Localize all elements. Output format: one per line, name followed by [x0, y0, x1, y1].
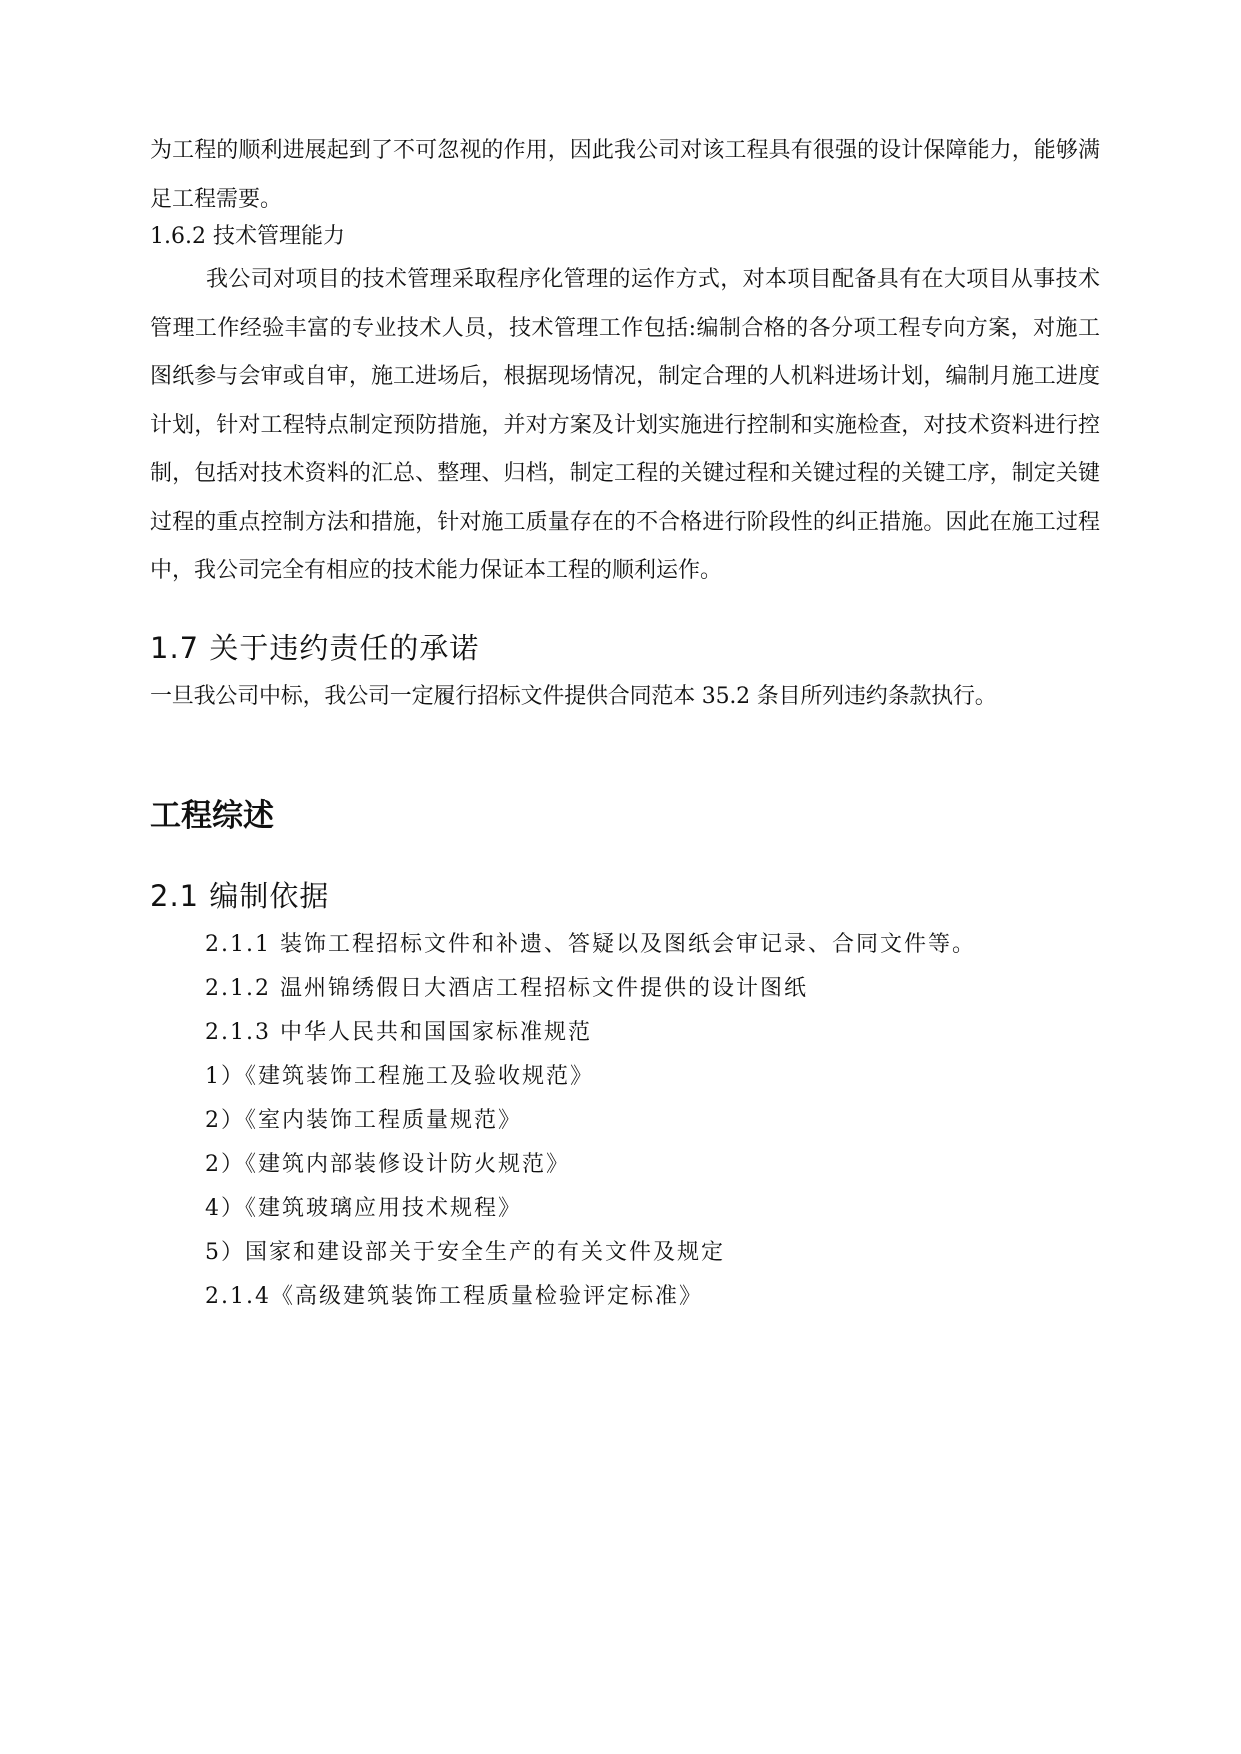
- chapter-title: 工程综述: [150, 798, 274, 834]
- list-item-2-1-4: 2.1.4《高级建筑装饰工程质量检验评定标准》: [205, 1284, 703, 1309]
- continuation-paragraph: 为工程的顺利进展起到了不可忽视的作用，因此我公司对该工程具有很强的设计保障能力，能够满足工程需要。: [150, 138, 1100, 212]
- list-item-2-1-1: 2.1.1 装饰工程招标文件和补遗、答疑以及图纸会审记录、合同文件等。: [205, 932, 976, 957]
- list-item-2-1-2: 2.1.2 温州锦绣假日大酒店工程招标文件提供的设计图纸: [205, 976, 808, 1001]
- section-2-1-heading: 2.1 编制依据: [150, 879, 330, 913]
- section-1-6-2-paragraph: 我公司对项目的技术管理采取程序化管理的运作方式，对本项目配备具有在大项目从事技术管理工作经验丰富的专业技术人员，技术管理工作包括:编制合格的各分项工程专向方案，对施工图纸参与会审或自审，施工进场后，根据现场情况，制定合理的人机料进场计划，编制月施工进度计划，针对工程特点制定预防措施，并对方案及计划实施进行控制和实施检查，对技术资料进行控制，包括对技术资料的汇总、整理、归档，制定工程的关键过程和关键过程的关键工序，制定关键过程的重点控制方法和措施，针对施工质量存在的不合格进行阶段性的纠正措施。因此在施工过程中，我公司完全有相应的技术能力保证本工程的顺利运作。: [150, 267, 1100, 583]
- list-item-standard-1: 1）《建筑装饰工程施工及验收规范》: [205, 1064, 594, 1089]
- list-item-standard-3: 2）《建筑内部装修设计防火规范》: [205, 1152, 570, 1177]
- list-item-2-1-3: 2.1.3 中华人民共和国国家标准规范: [205, 1020, 592, 1045]
- list-item-standard-4: 4）《建筑玻璃应用技术规程》: [205, 1196, 522, 1221]
- section-1-7-heading: 1.7 关于违约责任的承诺: [150, 631, 480, 665]
- list-item-standard-2: 2）《室内装饰工程质量规范》: [205, 1108, 522, 1133]
- section-1-7-paragraph: 一旦我公司中标，我公司一定履行招标文件提供合同范本 35.2 条目所列违约条款执行。: [150, 684, 997, 709]
- section-1-6-2-heading: 1.6.2 技术管理能力: [150, 224, 345, 249]
- list-item-standard-5: 5）国家和建设部关于安全生产的有关文件及规定: [205, 1240, 725, 1265]
